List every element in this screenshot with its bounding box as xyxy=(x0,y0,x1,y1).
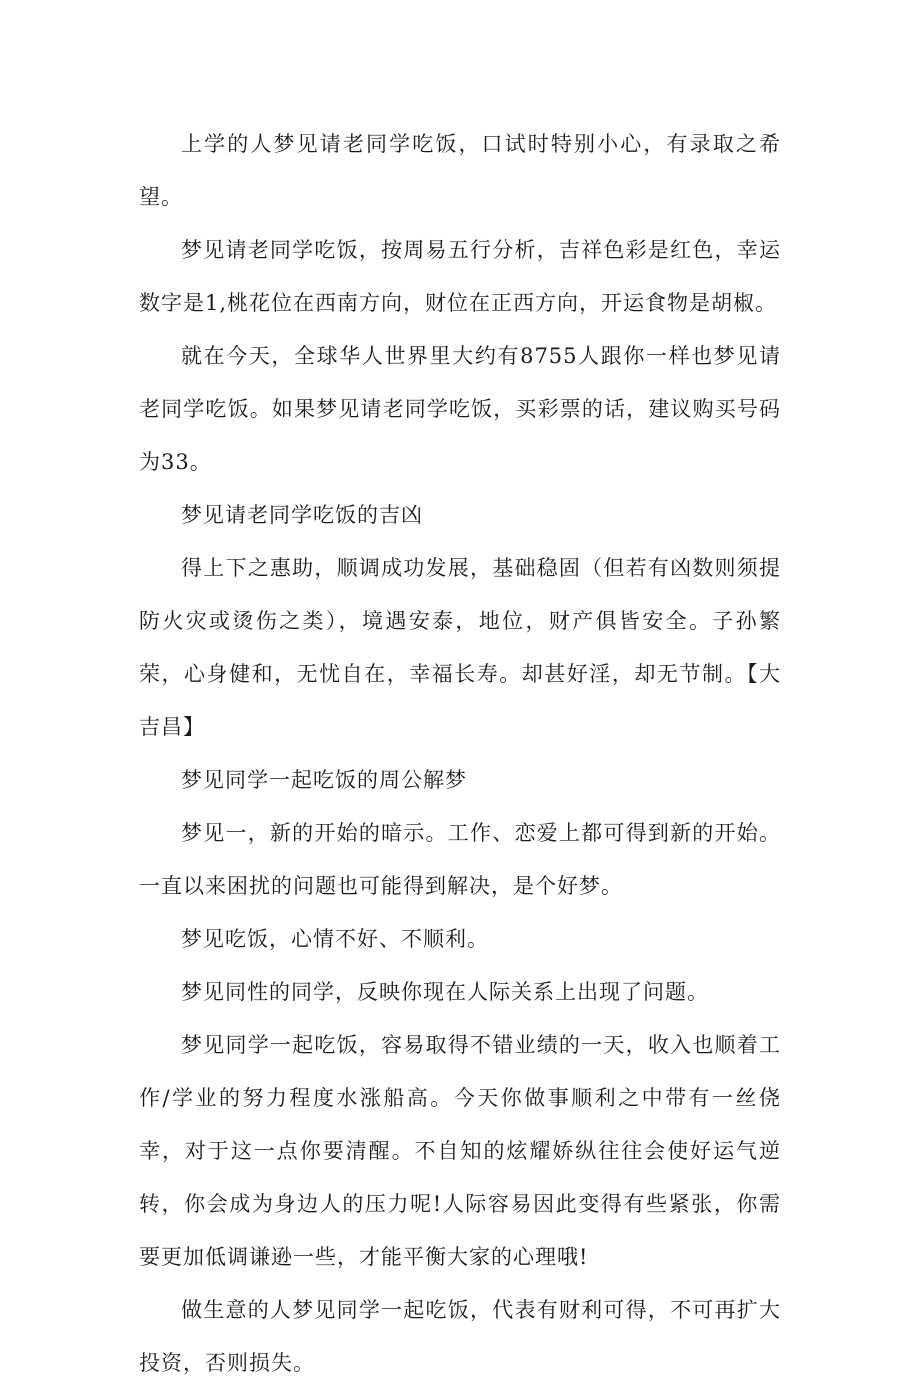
section-heading-fortune: 梦见请老同学吃饭的吉凶 xyxy=(181,503,423,527)
paragraph-business: 做生意的人梦见同学一起吃饭，代表有财利可得，不可再扩大投资，否则损失。 xyxy=(139,1298,781,1375)
paragraph-fortune: 得上下之惠助，顺调成功发展，基础稳固（但若有凶数则须提防火灾或烫伤之类），境遇安泰，地位，财产俱皆安全。子孙繁荣，心身健和，无忧自在，幸福长寿。却甚好淫，却无节制。【大吉昌】 xyxy=(139,556,781,739)
paragraph-new-beginning: 梦见一，新的开始的暗示。工作、恋爱上都可得到新的开始。一直以来困扰的问题也可能得到解决，是个好梦。 xyxy=(139,821,781,898)
paragraph-same-sex-classmate: 梦见同性的同学，反映你现在人际关系上出现了问题。 xyxy=(181,980,709,1004)
paragraph-lottery: 就在今天，全球华人世界里大约有8755人跟你一样也梦见请老同学吃饭。如果梦见请老同学吃饭，买彩票的话，建议购买号码为33。 xyxy=(139,344,781,474)
paragraph-student-exam: 上学的人梦见请老同学吃饭，口试时特别小心，有录取之希望。 xyxy=(139,132,781,209)
paragraph-five-elements: 梦见请老同学吃饭，按周易五行分析，吉祥色彩是红色，幸运数字是1,桃花位在西南方向，财位在正西方向，开运食物是胡椒。 xyxy=(139,238,781,315)
document-page xyxy=(139,118,781,1390)
paragraph-classmate-meal: 梦见同学一起吃饭，容易取得不错业绩的一天，收入也顺着工作/学业的努力程度水涨船高。今天你做事顺利之中带有一丝侥幸，对于这一点你要清醒。不自知的炫耀娇纵往往会使好运气逆转，你会成为身边人的压力呢!人际容易因此变得有些紧张，你需要更加低调谦逊一些，才能平衡大家的心理哦! xyxy=(139,1033,781,1269)
section-heading-interpretation: 梦见同学一起吃饭的周公解梦 xyxy=(181,768,467,792)
paragraph-eating: 梦见吃饭，心情不好、不顺利。 xyxy=(181,927,489,951)
